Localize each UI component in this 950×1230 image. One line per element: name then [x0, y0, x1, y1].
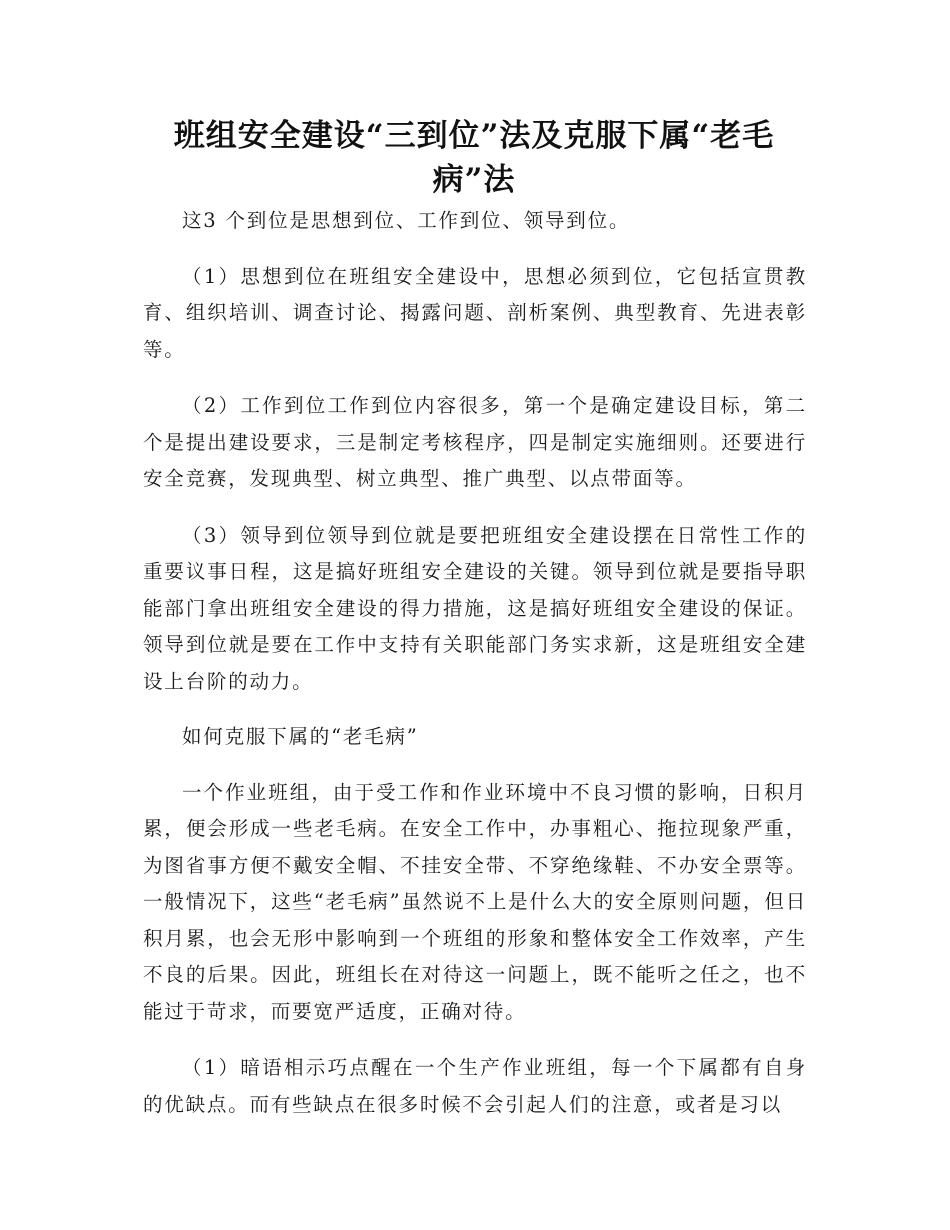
paragraph-thought-in-place: （1）思想到位在班组安全建设中，思想必须到位，它包括宣贯教育、组织培训、调查讨论、揭露问题、剖析案例、典型教育、先进表彰等。	[143, 264, 807, 361]
document-body	[143, 203, 807, 1123]
document-title: 班组安全建设“三到位”法及克服下属“老毛病”法	[173, 118, 775, 198]
paragraph-leadership-in-place: （3）领导到位领导到位就是要把班组安全建设摆在日常性工作的重要议事日程，这是搞好班组安全建设的关键。领导到位就是要指导职能部门拿出班组安全建设的得力措施，这是搞好班组安全建设的保证。领导到位就是要在工作中支持有关职能部门务实求新，这是班组安全建设上台阶的动力。	[143, 523, 807, 693]
paragraph-hint-reminder: （1）暗语相示巧点醒在一个生产作业班组，每一个下属都有自身的优缺点。而有些缺点在很多时候不会引起人们的注意，或者是习以	[143, 1056, 807, 1116]
section-subheading: 如何克服下属的“老毛病”	[182, 725, 419, 748]
paragraph-old-habits: 一个作业班组，由于受工作和作业环境中不良习惯的影响，日积月累，便会形成一些老毛病。在安全工作中，办事粗心、拖拉现象严重，为图省事方便不戴安全帽、不挂安全带、不穿绝缘鞋、不办安全票等。一般情况下，这些“老毛病”虽然说不上是什么大的安全原则问题，但日积月累，也会无形中影响到一个班组的形象和整体安全工作效率，产生不良的后果。因此，班组长在对待这一问题上，既不能听之任之，也不能过于苛求，而要宽严适度，正确对待。	[143, 780, 807, 1023]
intro-paragraph: 这3 个到位是思想到位、工作到位、领导到位。	[182, 209, 631, 232]
paragraph-work-in-place: （2）工作到位工作到位内容很多，第一个是确定建设目标，第二个是提出建设要求，三是制定考核程序，四是制定实施细则。还要进行安全竞赛，发现典型、树立典型、推广典型、以点带面等。	[143, 394, 807, 490]
